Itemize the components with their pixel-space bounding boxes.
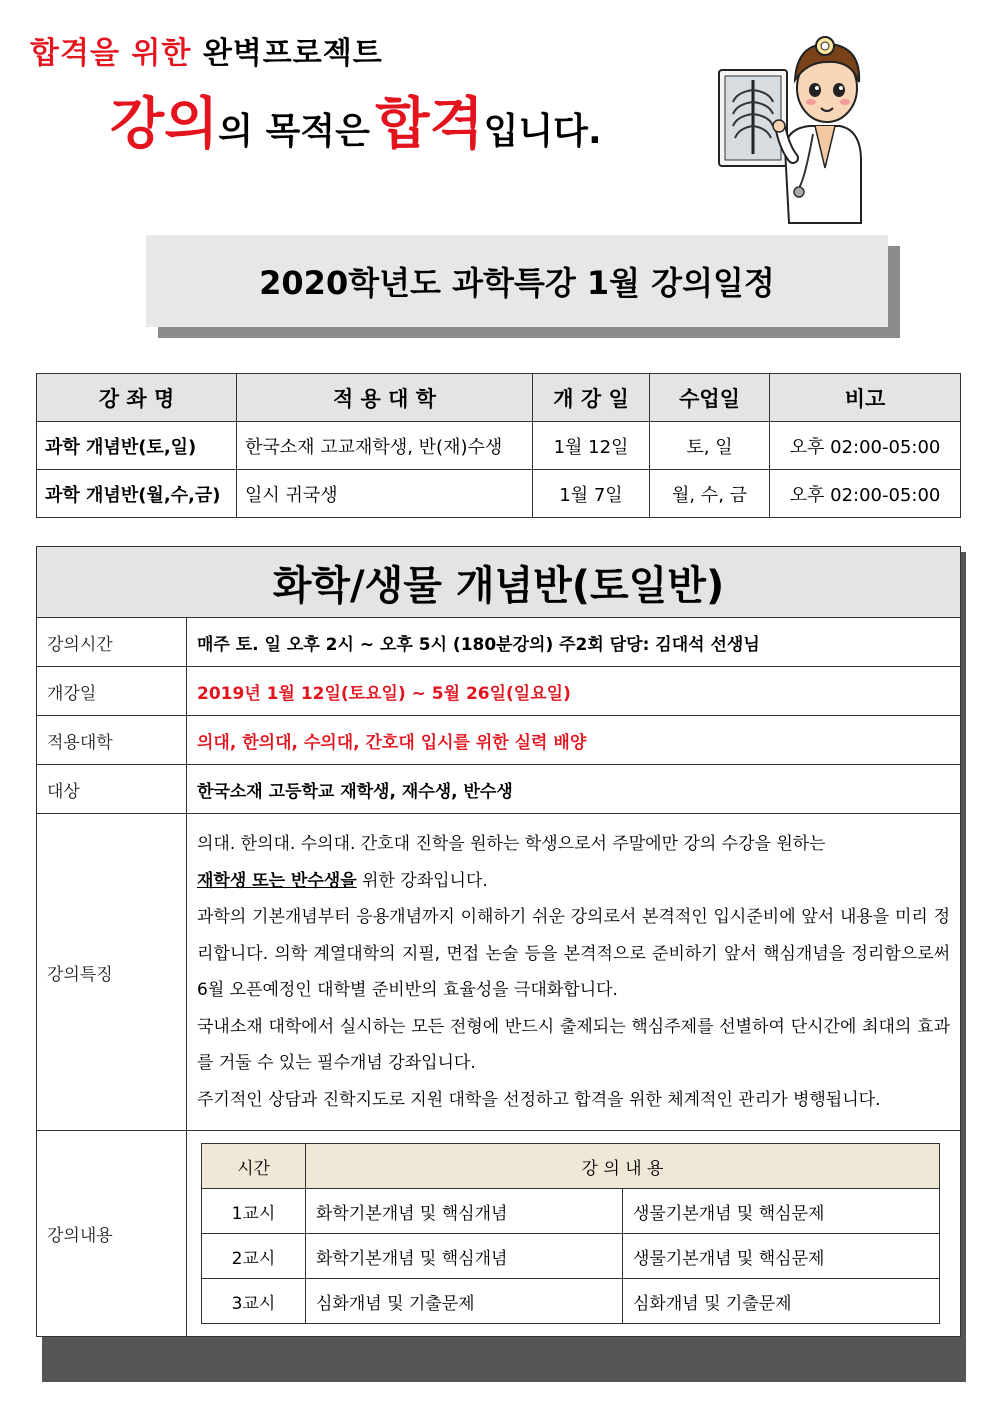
period-time: 3교시 — [202, 1279, 306, 1324]
table-row — [202, 1234, 940, 1279]
page-title: 2020학년도 과학특강 1월 강의일정 — [146, 235, 888, 327]
university-value: 의대, 한의대, 수의대, 간호대 입시를 위한 실력 배양 — [187, 716, 961, 765]
features-paragraph-4: 주기적인 상담과 진학지도로 지원 대학을 선정하고 합격을 위한 체계적인 관리가 병행됩니다. — [197, 1089, 881, 1110]
course-detail-table — [36, 546, 961, 1337]
features-text — [187, 814, 961, 1131]
period-chem: 화학기본개념 및 핵심개념 — [306, 1234, 623, 1279]
table-row — [37, 765, 961, 814]
header-course-name: 강 좌 명 — [37, 374, 237, 422]
table-row — [37, 618, 961, 667]
header-university: 적 용 대 학 — [237, 374, 533, 422]
header-text-ending: 입니다. — [483, 111, 602, 152]
features-highlight: 재학생 또는 반수생을 — [197, 870, 357, 891]
period-chem: 화학기본개념 및 핵심개념 — [306, 1189, 623, 1234]
period-bio: 생물기본개념 및 핵심문제 — [623, 1234, 940, 1279]
periods-header-content: 강 의 내 용 — [306, 1144, 940, 1189]
header-start-date: 개 강 일 — [533, 374, 650, 422]
header-word-pass: 합격 — [375, 92, 484, 157]
target-value: 한국소재 고등학교 재학생, 재수생, 반수생 — [187, 765, 961, 814]
period-time: 1교시 — [202, 1189, 306, 1234]
row-label-time: 강의시간 — [37, 618, 187, 667]
target-university: 한국소재 고교재학생, 반(재)수생 — [237, 422, 533, 470]
table-row — [37, 422, 961, 470]
table-row — [37, 716, 961, 765]
doctor-with-xray-icon — [715, 18, 865, 233]
table-row — [37, 667, 961, 716]
row-label-start: 개강일 — [37, 667, 187, 716]
period-chem: 심화개념 및 기출문제 — [306, 1279, 623, 1324]
row-label-features: 강의특징 — [37, 814, 187, 1131]
header-remarks: 비고 — [770, 374, 961, 422]
features-p1-text: 의대. 한의대. 수의대. 간호대 진학을 원하는 학생으로서 주말에만 강의 수강을 원하는 — [197, 834, 826, 854]
header-class-days: 수업일 — [650, 374, 770, 422]
header-red-text: 합격을 위한 — [30, 36, 192, 71]
features-paragraph-3: 국내소재 대학에서 실시하는 모든 전형에 반드시 출제되는 핵심주제를 선별하여 단시간에 최대의 효과를 거둘 수 있는 필수개념 강좌입니다. — [197, 1016, 950, 1073]
class-time: 오후 02:00-05:00 — [770, 422, 961, 470]
start-date: 1월 7일 — [533, 470, 650, 518]
course-name: 과학 개념반(토,일) — [37, 422, 237, 470]
table-row — [37, 470, 961, 518]
contents-cell — [187, 1131, 961, 1337]
schedule-header-row — [37, 374, 961, 422]
row-label-contents: 강의내용 — [37, 1131, 187, 1337]
features-p1-end: 위한 강좌입니다. — [356, 870, 488, 891]
class-days: 토, 일 — [650, 422, 770, 470]
lecture-time-value: 매주 토. 일 오후 2시 ~ 오후 5시 (180분강의) 주2회 담당: 김대석 선생님 — [187, 618, 961, 667]
row-label-target: 대상 — [37, 765, 187, 814]
class-days: 월, 수, 금 — [650, 470, 770, 518]
target-university: 일시 귀국생 — [237, 470, 533, 518]
features-paragraph-1 — [197, 826, 950, 899]
table-row — [37, 1131, 961, 1337]
header-text-purpose: 의 목적은 — [218, 111, 370, 152]
header-line-1 — [30, 28, 383, 72]
course-name: 과학 개념반(월,수,금) — [37, 470, 237, 518]
header-black-text: 완벽프로젝트 — [202, 36, 383, 71]
header-line-2 — [110, 80, 602, 160]
table-row — [202, 1279, 940, 1324]
period-time: 2교시 — [202, 1234, 306, 1279]
table-row — [202, 1189, 940, 1234]
features-paragraph-2: 과학의 기본개념부터 응용개념까지 이해하기 쉬운 강의로서 본격적인 입시준비에 앞서 내용을 미리 정리합니다. 의학 계열대학의 지필, 면접 논술 등을 본격적으로 준비하기 앞서 핵심개념을 정리함으로써 6월 오픈예정인 대학별 준비반의 효율성을 극대화합니다. — [197, 907, 950, 1000]
header-word-lecture: 강의 — [110, 92, 219, 157]
table-row — [37, 814, 961, 1131]
periods-header-time: 시간 — [202, 1144, 306, 1189]
start-period-value: 2019년 1월 12일(토요일) ~ 5월 26일(일요일) — [187, 667, 961, 716]
period-bio: 생물기본개념 및 핵심문제 — [623, 1189, 940, 1234]
periods-table — [201, 1143, 940, 1324]
row-label-university: 적용대학 — [37, 716, 187, 765]
start-date: 1월 12일 — [533, 422, 650, 470]
schedule-table — [36, 373, 961, 518]
class-time: 오후 02:00-05:00 — [770, 470, 961, 518]
period-bio: 심화개념 및 기출문제 — [623, 1279, 940, 1324]
course-title: 화학/생물 개념반(토일반) — [37, 547, 961, 618]
